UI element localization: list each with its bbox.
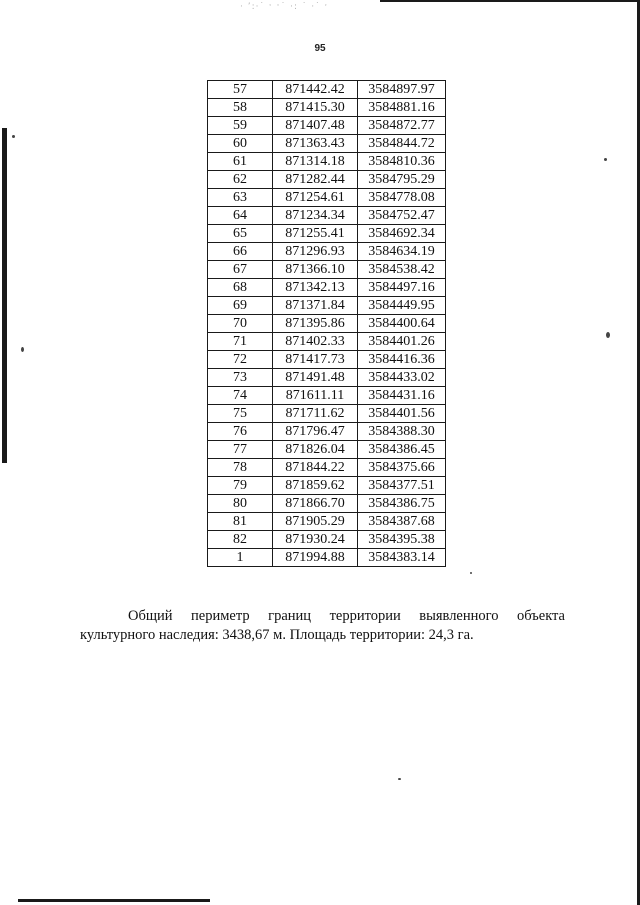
summary-paragraph: Общий периметр границ территории выявленного объекта культурного наследия: 3438,67 м. Площадь территории: 24,3 га.	[80, 607, 565, 643]
table-row	[208, 315, 446, 333]
y-coordinate-cell: 3584377.51	[358, 477, 446, 495]
point-number-cell: 57	[208, 81, 273, 99]
table-row	[208, 549, 446, 567]
y-coordinate-cell: 3584401.56	[358, 405, 446, 423]
point-number-cell: 81	[208, 513, 273, 531]
x-coordinate-cell: 871371.84	[273, 297, 358, 315]
y-coordinate-cell: 3584431.16	[358, 387, 446, 405]
scan-edge-bottom	[18, 899, 210, 902]
scan-speck	[398, 778, 401, 780]
x-coordinate-cell: 871234.34	[273, 207, 358, 225]
x-coordinate-cell: 871417.73	[273, 351, 358, 369]
x-coordinate-cell: 871442.42	[273, 81, 358, 99]
point-number-cell: 67	[208, 261, 273, 279]
scan-speck	[606, 332, 610, 338]
y-coordinate-cell: 3584752.47	[358, 207, 446, 225]
x-coordinate-cell: 871395.86	[273, 315, 358, 333]
table-row	[208, 279, 446, 297]
table-row	[208, 171, 446, 189]
table-row	[208, 117, 446, 135]
x-coordinate-cell: 871611.11	[273, 387, 358, 405]
x-coordinate-cell: 871402.33	[273, 333, 358, 351]
table-row	[208, 135, 446, 153]
table-row	[208, 225, 446, 243]
scan-edge-left	[2, 128, 7, 463]
y-coordinate-cell: 3584375.66	[358, 459, 446, 477]
scan-speck	[470, 572, 472, 574]
x-coordinate-cell: 871342.13	[273, 279, 358, 297]
point-number-cell: 74	[208, 387, 273, 405]
table-row	[208, 513, 446, 531]
y-coordinate-cell: 3584383.14	[358, 549, 446, 567]
y-coordinate-cell: 3584881.16	[358, 99, 446, 117]
y-coordinate-cell: 3584692.34	[358, 225, 446, 243]
y-coordinate-cell: 3584634.19	[358, 243, 446, 261]
point-number-cell: 69	[208, 297, 273, 315]
point-number-cell: 66	[208, 243, 273, 261]
point-number-cell: 71	[208, 333, 273, 351]
table-row	[208, 387, 446, 405]
y-coordinate-cell: 3584386.75	[358, 495, 446, 513]
x-coordinate-cell: 871314.18	[273, 153, 358, 171]
table-row	[208, 333, 446, 351]
point-number-cell: 82	[208, 531, 273, 549]
point-number-cell: 60	[208, 135, 273, 153]
table-row	[208, 99, 446, 117]
table-row	[208, 477, 446, 495]
point-number-cell: 70	[208, 315, 273, 333]
point-number-cell: 76	[208, 423, 273, 441]
table-row	[208, 189, 446, 207]
point-number-cell: 62	[208, 171, 273, 189]
table-row	[208, 81, 446, 99]
y-coordinate-cell: 3584416.36	[358, 351, 446, 369]
y-coordinate-cell: 3584778.08	[358, 189, 446, 207]
x-coordinate-cell: 871415.30	[273, 99, 358, 117]
point-number-cell: 59	[208, 117, 273, 135]
table-row	[208, 531, 446, 549]
coordinates-table	[207, 80, 446, 567]
x-coordinate-cell: 871859.62	[273, 477, 358, 495]
point-number-cell: 63	[208, 189, 273, 207]
point-number-cell: 79	[208, 477, 273, 495]
y-coordinate-cell: 3584497.16	[358, 279, 446, 297]
y-coordinate-cell: 3584844.72	[358, 135, 446, 153]
point-number-cell: 58	[208, 99, 273, 117]
y-coordinate-cell: 3584810.36	[358, 153, 446, 171]
table-row	[208, 153, 446, 171]
point-number-cell: 68	[208, 279, 273, 297]
y-coordinate-cell: 3584795.29	[358, 171, 446, 189]
point-number-cell: 65	[208, 225, 273, 243]
table-row	[208, 207, 446, 225]
scan-speck	[12, 135, 15, 138]
point-number-cell: 64	[208, 207, 273, 225]
point-number-cell: 75	[208, 405, 273, 423]
x-coordinate-cell: 871905.29	[273, 513, 358, 531]
x-coordinate-cell: 871366.10	[273, 261, 358, 279]
x-coordinate-cell: 871826.04	[273, 441, 358, 459]
table-row	[208, 369, 446, 387]
x-coordinate-cell: 871866.70	[273, 495, 358, 513]
x-coordinate-cell: 871255.41	[273, 225, 358, 243]
scan-speck	[604, 158, 607, 161]
coordinates-table-body	[208, 81, 446, 567]
x-coordinate-cell: 871844.22	[273, 459, 358, 477]
y-coordinate-cell: 3584386.45	[358, 441, 446, 459]
scan-speck	[21, 347, 24, 352]
x-coordinate-cell: 871930.24	[273, 531, 358, 549]
table-row	[208, 351, 446, 369]
y-coordinate-cell: 3584872.77	[358, 117, 446, 135]
scan-noise: · ʼ:·˙ ˑ ˑ˙ ·: ˙ ·˙ ˑ	[240, 2, 329, 12]
point-number-cell: 1	[208, 549, 273, 567]
x-coordinate-cell: 871363.43	[273, 135, 358, 153]
table-row	[208, 441, 446, 459]
y-coordinate-cell: 3584388.30	[358, 423, 446, 441]
page-number: 95	[314, 43, 326, 54]
y-coordinate-cell: 3584897.97	[358, 81, 446, 99]
point-number-cell: 80	[208, 495, 273, 513]
x-coordinate-cell: 871491.48	[273, 369, 358, 387]
point-number-cell: 61	[208, 153, 273, 171]
table-row	[208, 243, 446, 261]
table-row	[208, 423, 446, 441]
point-number-cell: 73	[208, 369, 273, 387]
y-coordinate-cell: 3584401.26	[358, 333, 446, 351]
x-coordinate-cell: 871296.93	[273, 243, 358, 261]
x-coordinate-cell: 871796.47	[273, 423, 358, 441]
y-coordinate-cell: 3584449.95	[358, 297, 446, 315]
y-coordinate-cell: 3584387.68	[358, 513, 446, 531]
y-coordinate-cell: 3584400.64	[358, 315, 446, 333]
x-coordinate-cell: 871282.44	[273, 171, 358, 189]
y-coordinate-cell: 3584538.42	[358, 261, 446, 279]
table-row	[208, 459, 446, 477]
y-coordinate-cell: 3584433.02	[358, 369, 446, 387]
point-number-cell: 72	[208, 351, 273, 369]
x-coordinate-cell: 871711.62	[273, 405, 358, 423]
point-number-cell: 77	[208, 441, 273, 459]
table-row	[208, 297, 446, 315]
table-row	[208, 495, 446, 513]
table-row	[208, 405, 446, 423]
point-number-cell: 78	[208, 459, 273, 477]
table-row	[208, 261, 446, 279]
x-coordinate-cell: 871407.48	[273, 117, 358, 135]
scan-edge-top	[380, 0, 640, 2]
x-coordinate-cell: 871994.88	[273, 549, 358, 567]
y-coordinate-cell: 3584395.38	[358, 531, 446, 549]
x-coordinate-cell: 871254.61	[273, 189, 358, 207]
